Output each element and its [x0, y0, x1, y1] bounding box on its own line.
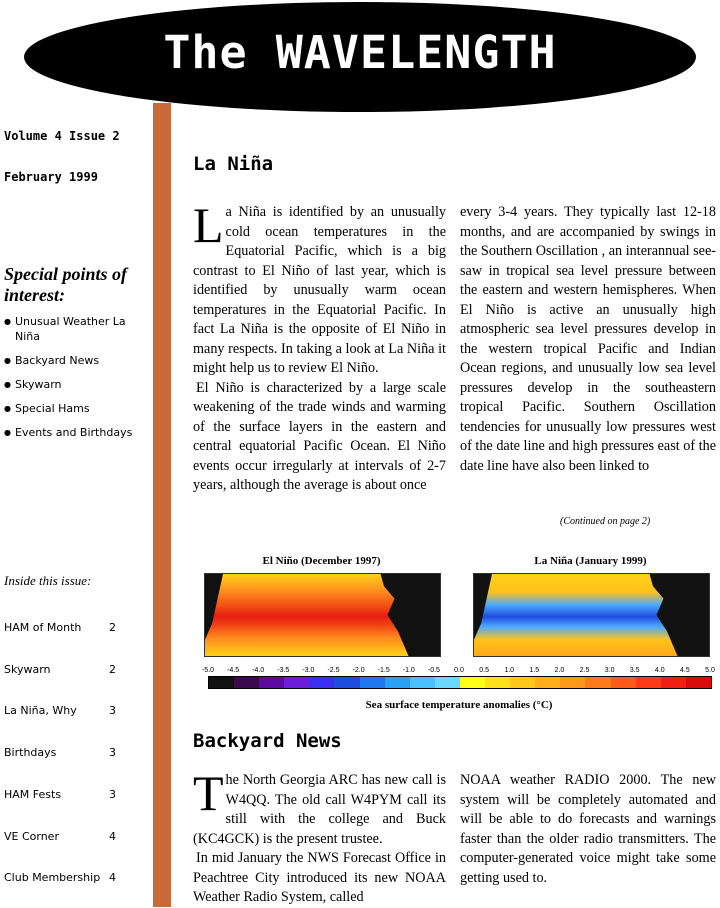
land-mass [205, 574, 223, 656]
color-scale-bar [208, 676, 712, 689]
toc-label: HAM Fests [4, 788, 62, 801]
toc-label: Birthdays [4, 746, 57, 759]
scale-tick: -2.0 [352, 667, 365, 674]
scale-tick: 0.5 [479, 667, 489, 674]
scale-tick: 0.0 [454, 667, 464, 674]
elnino-sst-map [204, 573, 441, 657]
issue-date: February 1999 [4, 170, 98, 184]
toc-label: HAM of Month [4, 621, 82, 634]
scale-swatch [485, 677, 510, 688]
article-heading: Backyard News [193, 730, 342, 752]
scale-tick: -5.0 [201, 667, 215, 674]
land-mass [370, 574, 440, 656]
scale-swatch [686, 677, 711, 688]
toc-item [4, 788, 144, 804]
toc-label: Skywarn [4, 663, 51, 676]
scale-tick: 2.5 [579, 667, 590, 674]
toc-item [4, 830, 144, 846]
article-paragraph: every 3-4 years. They typically last 12-18 months, and are accompanied by swings in the Southern Oscillation , an interannual see-saw in tropical sea level pressure between the eastern and western hemispheres. When El Niño is active an unusually high atmospheric sea level pressures develop in the western tropical Pacific and Indian Ocean regions, and unusually low sea level pressures develop in the southeastern tropical Pacific. Southern Oscillation tendencies for unusually low pressures west of the date line and high pressures east of the date line have also been linked to [460, 204, 716, 474]
toc-item [4, 746, 144, 762]
scale-swatch [309, 677, 334, 688]
article-column [460, 771, 716, 888]
scale-tick: -0.5 [427, 667, 440, 674]
scale-swatch [234, 677, 259, 688]
toc-page: 4 [109, 830, 116, 843]
scale-tick: 4.5 [680, 667, 690, 674]
scale-swatch [460, 677, 485, 688]
toc-page: 3 [109, 746, 116, 759]
scale-swatch [360, 677, 385, 688]
special-point-item: ● Special Hams [4, 401, 144, 416]
article-paragraph: El Niño is characterized by a large scale weakening of the trade winds and warming of the surface layers in the eastern and central equatorial Pacific Ocean. El Niño events occur irregularly at intervals of 2-7 years, although the average is about once [193, 379, 446, 493]
toc-page: 3 [109, 788, 116, 801]
newsletter-title: The WAVELENGTH [163, 26, 557, 79]
scale-tick: -3.5 [277, 667, 290, 674]
elnino-map-title: El Niño (December 1997) [262, 555, 381, 567]
land-mass [474, 574, 492, 656]
paragraph-text: a Niña is identified by an unusually cold ocean temperatures in the Equatorial Pacific, which is a big contrast to El Niño of last year, which is identified by unusually warm ocean temperatures in the Equatorial Pacific. In fact La Niña is the opposite of El Niño in many respects. In taking a look at La Niña it might help us to review El Niño. [193, 204, 446, 376]
scale-tick: 2.0 [554, 667, 565, 674]
scale-tick: -3.0 [302, 667, 315, 674]
scale-swatch [410, 677, 435, 688]
article-paragraph: NOAA weather RADIO 2000. The new system will be completely automated and will be able to do forecasts and warnings faster than the older radio transmitters. The computer-generated voice might take some getting used to. [460, 772, 716, 886]
scale-tick: 1.5 [529, 667, 540, 674]
scale-tick: -2.5 [327, 667, 340, 674]
scale-swatch [636, 677, 661, 688]
special-point-item: ● Skywarn [4, 377, 144, 392]
toc-page: 2 [109, 621, 116, 634]
scale-swatch [585, 677, 610, 688]
land-mass [639, 574, 709, 656]
scale-swatch [284, 677, 309, 688]
toc-label: La Niña, Why [4, 704, 77, 717]
article-column [193, 197, 446, 496]
article-column [460, 203, 716, 476]
lanina-sst-map [473, 573, 710, 657]
article-paragraph: In mid January the NWS Forecast Office in Peachtree City introduced its new NOAA Weather Radio System, called [193, 850, 446, 905]
article-paragraph [193, 197, 446, 379]
toc-label: Club Membership [4, 871, 101, 884]
scale-tick: 3.0 [604, 667, 615, 674]
scale-tick: 1.0 [504, 667, 515, 674]
drop-cap: L [193, 197, 224, 253]
toc-item [4, 663, 144, 679]
figure-caption: Sea surface temperature anomalies (°C) [365, 699, 553, 711]
inside-issue-label: Inside this issue: [4, 573, 92, 588]
scale-swatch [259, 677, 284, 688]
special-point-item: ● Events and Birthdays [4, 425, 144, 440]
toc-item [4, 871, 144, 887]
special-points-heading: Special points of interest: [4, 264, 128, 305]
scale-swatch [385, 677, 410, 688]
paragraph-text: he North Georgia ARC has new call is W4QQ. The old call W4PYM call its still with the college and Buck (KC4GCK) is the present trustee. [193, 772, 446, 847]
scale-swatch [209, 677, 234, 688]
vertical-divider [153, 103, 171, 907]
article-paragraph [193, 765, 446, 849]
scale-tick: -1.0 [402, 667, 415, 674]
article-column [193, 765, 446, 908]
toc-item [4, 621, 144, 637]
scale-tick: -4.0 [252, 667, 265, 674]
scale-swatch [334, 677, 359, 688]
scale-swatch [510, 677, 535, 688]
special-point-item: ● Backyard News [4, 353, 144, 368]
toc-item [4, 704, 144, 720]
toc-page: 4 [109, 871, 116, 884]
scale-swatch [535, 677, 560, 688]
special-point-item: ● Unusual Weather La Niña [4, 314, 144, 344]
scale-swatch [560, 677, 585, 688]
toc-page: 3 [109, 704, 116, 717]
toc-label: VE Corner [4, 830, 59, 843]
volume-issue: Volume 4 Issue 2 [4, 129, 120, 143]
article-heading: La Niña [193, 153, 274, 175]
scale-tick: -1.5 [377, 667, 390, 674]
scale-swatch [611, 677, 636, 688]
scale-swatch [435, 677, 460, 688]
lanina-map-title: La Niña (January 1999) [534, 555, 647, 567]
drop-cap: T [193, 765, 224, 821]
special-points-list [4, 314, 144, 449]
toc-page: 2 [109, 663, 116, 676]
continued-note: (Continued on page 2) [560, 516, 651, 527]
scale-tick: 3.5 [629, 667, 640, 674]
scale-tick: 4.0 [654, 667, 665, 674]
scale-tick: -4.5 [227, 667, 240, 674]
scale-swatch [661, 677, 686, 688]
scale-tick: 5.0 [705, 667, 715, 674]
